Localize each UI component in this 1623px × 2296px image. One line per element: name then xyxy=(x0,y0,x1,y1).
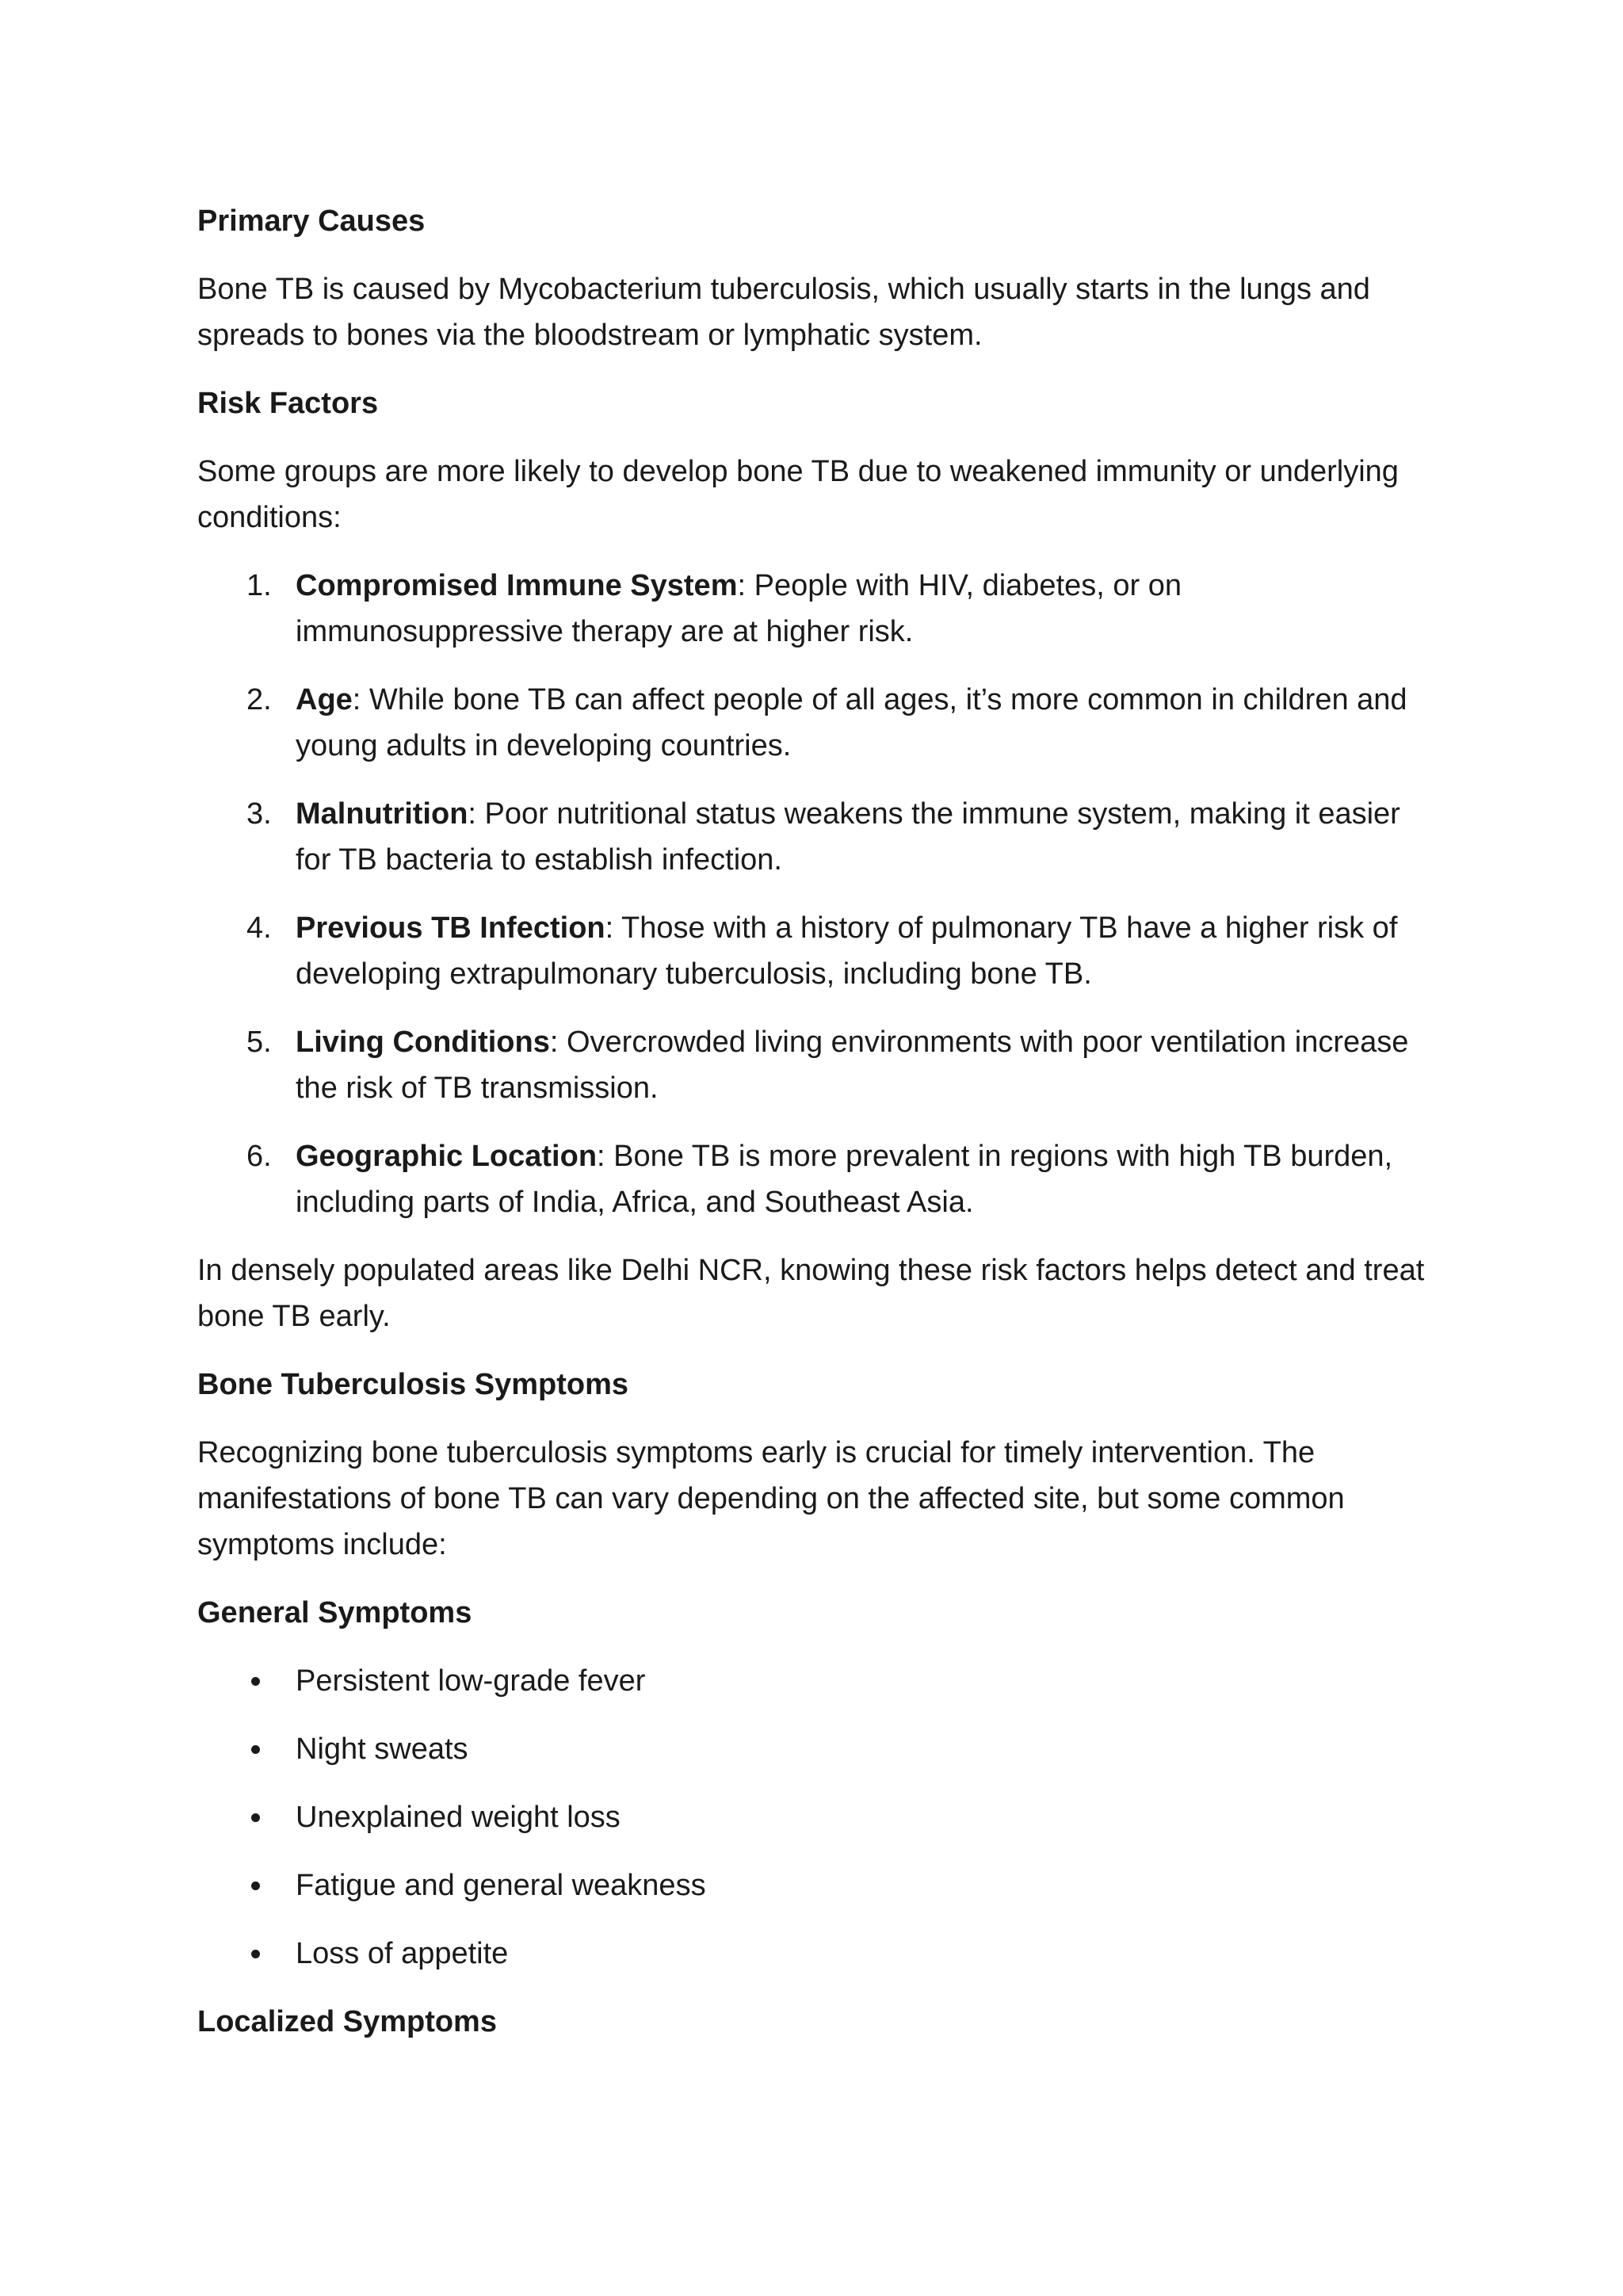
bullet-icon xyxy=(251,1745,260,1754)
list-item xyxy=(197,1726,1434,1772)
risk-factors-list xyxy=(197,563,1434,1225)
list-number: 4. xyxy=(246,911,272,945)
general-symptoms-list xyxy=(197,1658,1434,1977)
list-item xyxy=(197,1019,1434,1111)
risk-factors-intro: Some groups are more likely to develop bone TB due to weakened immunity or underlying conditions: xyxy=(197,455,1399,534)
list-item-text: Fatigue and general weakness xyxy=(296,1869,706,1902)
list-item-term: Malnutrition xyxy=(296,797,468,831)
list-item xyxy=(197,905,1434,997)
list-item-text: Persistent low-grade fever xyxy=(296,1664,646,1698)
heading-risk-factors: Risk Factors xyxy=(197,387,379,420)
heading-primary-causes: Primary Causes xyxy=(197,204,426,238)
list-item-text: Unexplained weight loss xyxy=(296,1801,621,1834)
risk-factors-closing: In densely populated areas like Delhi NCR, knowing these risk factors helps detect and treat bone TB early. xyxy=(197,1254,1425,1333)
list-item xyxy=(197,791,1434,883)
list-number: 3. xyxy=(246,797,272,831)
list-item xyxy=(197,1658,1434,1704)
list-number: 6. xyxy=(246,1140,272,1173)
list-item-text: Night sweats xyxy=(296,1733,468,1766)
list-item xyxy=(197,1133,1434,1225)
list-item-text: : Bone TB is more prevalent in regions with high TB burden, including parts of India, Africa, and Southeast Asia. xyxy=(296,1140,1393,1219)
list-item-text: : People with HIV, diabetes, or on immunosuppressive therapy are at higher risk. xyxy=(296,569,1182,648)
list-item-term: Previous TB Infection xyxy=(296,911,605,945)
bullet-icon xyxy=(251,1950,260,1958)
bullet-icon xyxy=(251,1813,260,1822)
list-item-text: : Poor nutritional status weakens the immune system, making it easier for TB bacteria to establish infection. xyxy=(296,797,1400,877)
document-body xyxy=(197,198,1434,2067)
list-item-term: Compromised Immune System xyxy=(296,569,738,602)
list-item-term: Age xyxy=(296,683,353,716)
list-number: 2. xyxy=(246,683,272,716)
list-item-text: : Those with a history of pulmonary TB have a higher risk of developing extrapulmonary tuberculosis, including bone TB. xyxy=(296,911,1398,991)
list-number: 5. xyxy=(246,1026,272,1059)
list-item-term: Living Conditions xyxy=(296,1026,550,1059)
list-item-text: : Overcrowded living environments with poor ventilation increase the risk of TB transmission. xyxy=(296,1026,1409,1105)
list-item xyxy=(197,1794,1434,1840)
heading-general-symptoms: General Symptoms xyxy=(197,1596,472,1629)
bullet-icon xyxy=(251,1677,260,1686)
heading-bone-tb-symptoms: Bone Tuberculosis Symptoms xyxy=(197,1368,629,1401)
list-item-text: : While bone TB can affect people of all ages, it’s more common in children and young adults in developing countries. xyxy=(296,683,1407,762)
list-item-text: Loss of appetite xyxy=(296,1937,509,1970)
bullet-icon xyxy=(251,1881,260,1890)
primary-causes-text: Bone TB is caused by Mycobacterium tuberculosis, which usually starts in the lungs and spreads to bones via the bloodstream or lymphatic system. xyxy=(197,273,1370,352)
list-item xyxy=(197,677,1434,769)
list-item xyxy=(197,563,1434,655)
list-item xyxy=(197,1931,1434,1977)
list-item xyxy=(197,1862,1434,1908)
list-item-term: Geographic Location xyxy=(296,1140,598,1173)
symptoms-intro: Recognizing bone tuberculosis symptoms early is crucial for timely intervention. The manifestations of bone TB can vary depending on the affected site, but some common symptoms include: xyxy=(197,1436,1345,1561)
heading-localized-symptoms: Localized Symptoms xyxy=(197,2005,497,2038)
list-number: 1. xyxy=(246,569,272,602)
